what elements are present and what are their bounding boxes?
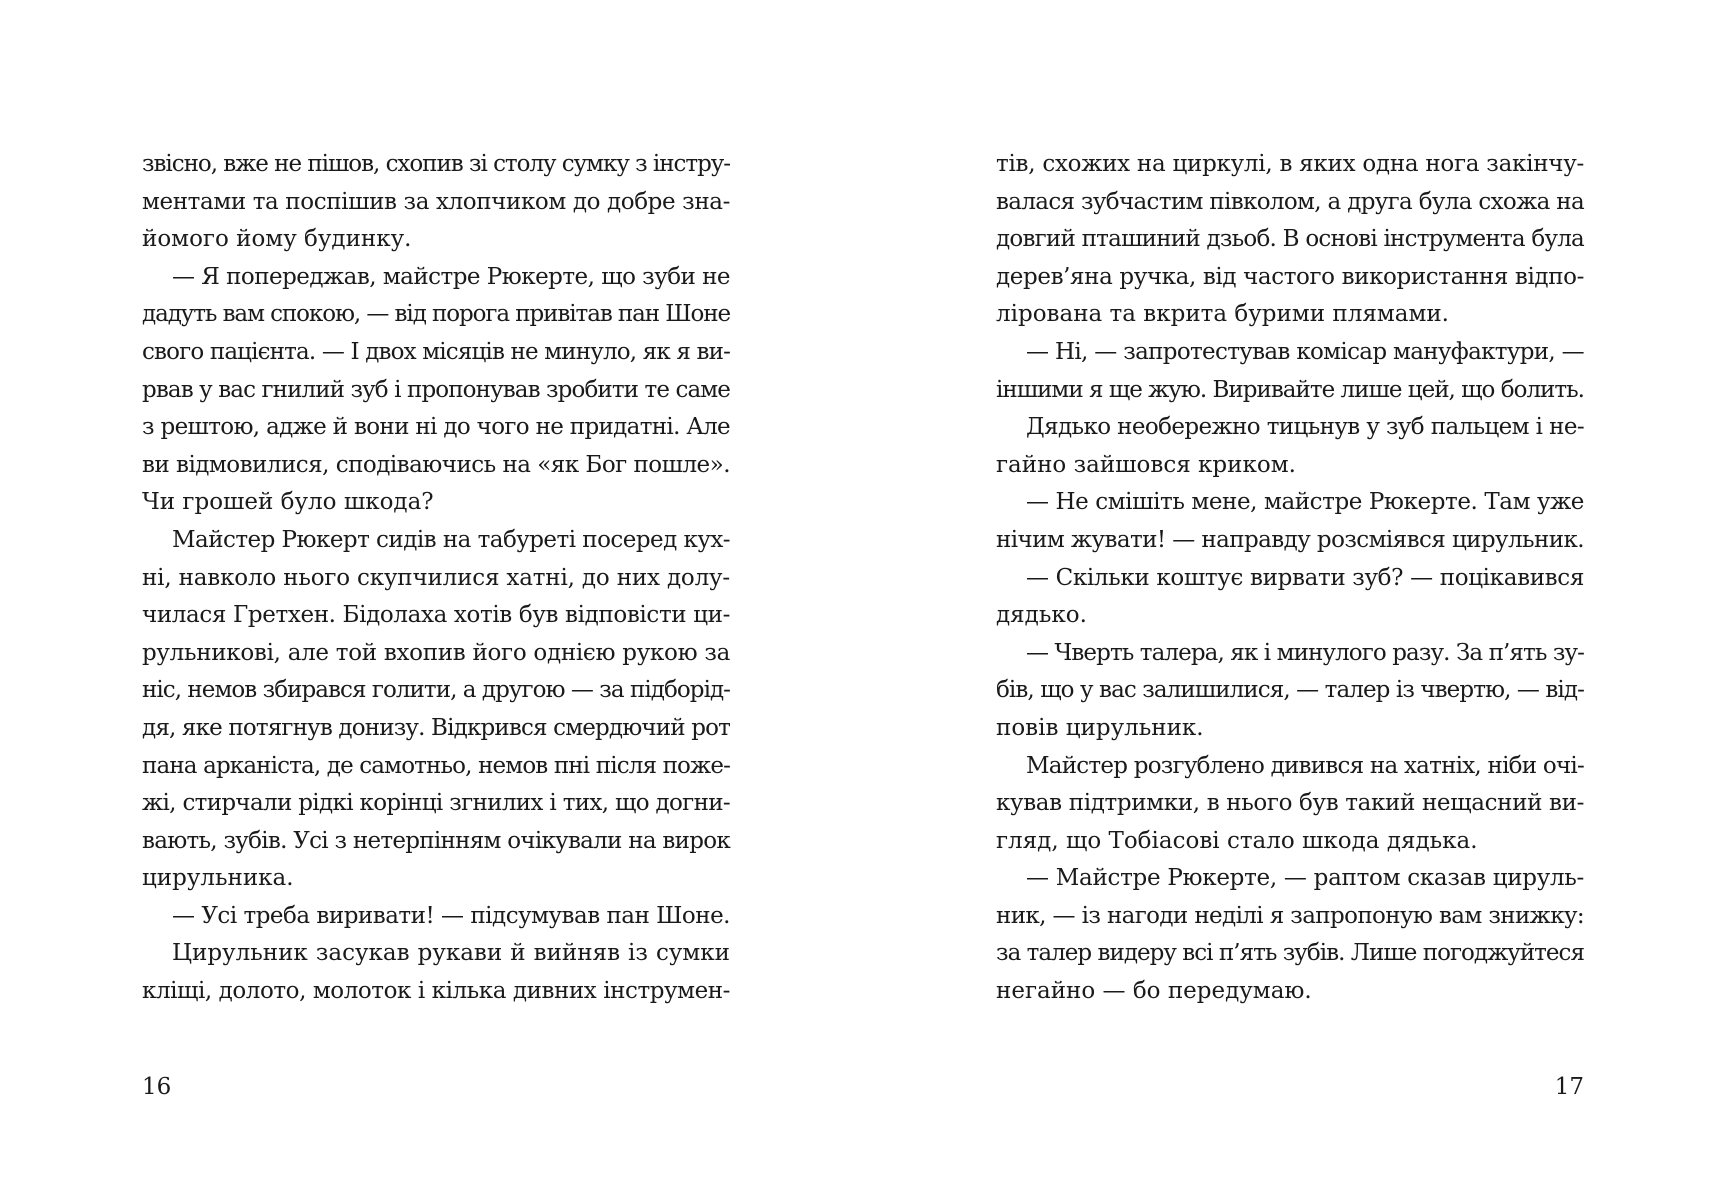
text-line: — Скільки коштує вирвати зуб? — поцікавився [1026,564,1584,591]
right-page [996,146,1584,1011]
text-line: пана арканіста, де самотньо, немов пні після поже- [142,752,730,779]
text-line: бів, що у вас залишилися, — талер із чвертю, — від- [996,677,1584,704]
text-line: вають, зубів. Усі з нетерпінням очікували на вирок [142,827,730,854]
text-line: — Ні, — запротестував комісар мануфактури, — [1026,338,1585,365]
text-line: — Чверть талера, як і минулого разу. За п’ять зу- [1026,639,1585,666]
text-line: йомого йому будинку. [142,226,412,253]
page-number-left: 16 [142,1074,172,1100]
text-line: нічим жувати! — направду розсміявся цирульник. [996,526,1584,553]
text-line: Цирульник засукав рукави й вийняв із сумки [172,940,730,967]
text-line: цирульника. [142,865,294,892]
text-line: Чи грошей було шкода? [142,489,434,516]
text-line: тів, схожих на циркулі, в яких одна нога закінчу- [996,151,1584,177]
text-line: рвав у вас гнилий зуб і пропонував зробити те саме [142,376,730,403]
text-line: негайно — бо передумаю. [996,978,1312,1005]
text-line: валася зубчастим півколом, а друга була схожа на [996,188,1584,215]
text-line: свого пацієнта. — І двох місяців не минуло, як я ви- [142,338,730,365]
text-line: ви відмовилися, сподіваючись на «як Бог пошле». [142,451,730,478]
text-line: дядько. [996,602,1087,629]
text-line: Дядько необережно тицьнув у зуб пальцем і не- [1026,414,1584,441]
text-line: — Я попереджав, майстре Рюкерте, що зуби не [172,263,730,290]
text-line: рульникові, але той вхопив його однією рукою за [142,639,730,666]
page-number-right: 17 [1554,1074,1584,1100]
text-line: кліщі, долото, молоток і кілька дивних інструмен- [142,978,731,1005]
text-line: гляд, що Тобіасові стало шкода дядька. [996,827,1478,854]
right-page-text [996,146,1584,1011]
text-line: гайно зайшовся криком. [996,451,1296,478]
text-line: довгий пташиний дзьоб. В основі інструмента була [996,226,1584,253]
text-line: дерев’яна ручка, від частого використання відпо- [996,263,1584,290]
text-line: ментами та поспішив за хлопчиком до добре зна- [142,188,730,215]
text-line: Майстер Рюкерт сидів на табуреті посеред кух- [172,526,730,553]
text-line: дадуть вам спокою, — від порога привітав пан Шоне [142,301,731,328]
text-line: чилася Гретхен. Бідолаха хотів був відповісти ци- [142,602,731,629]
text-line: ніс, немов збирався голити, а другою — за підборід- [142,677,731,704]
text-line: лірована та вкрита бурими плямами. [996,301,1449,328]
text-line: жі, стирчали рідкі корінці згнилих і тих, що догни- [142,790,730,817]
text-line: кував підтримки, в нього був такий нещасний ви- [996,790,1584,817]
text-line: іншими я ще жую. Виривайте лише цей, що болить. [996,376,1584,403]
left-page [142,146,730,1011]
text-line: з рештою, адже й вони ні до чого не придатні. Але [142,414,730,441]
text-line: дя, яке потягнув донизу. Відкрився смердючий рот [142,714,730,741]
left-page-text [142,146,730,1011]
text-line: — Не смішіть мене, майстре Рюкерте. Там уже [1026,489,1585,516]
text-line: за талер видеру всі п’ять зубів. Лише погоджуйтеся [996,940,1584,967]
text-line: — Майстре Рюкерте, — раптом сказав цируль- [1026,865,1585,892]
text-line: ні, навколо нього скупчилися хатні, до них долу- [142,564,730,591]
text-line: звісно, вже не пішов, схопив зі столу сумку з інстру- [142,151,730,177]
text-line: Майстер розгублено дивився на хатніх, ніби очі- [1026,752,1585,779]
text-line: — Усі треба виривати! — підсумував пан Шоне. [172,902,730,929]
text-line: ник, — із нагоди неділі я запропоную вам знижку: [996,902,1584,929]
text-line: повів цирульник. [996,714,1204,741]
